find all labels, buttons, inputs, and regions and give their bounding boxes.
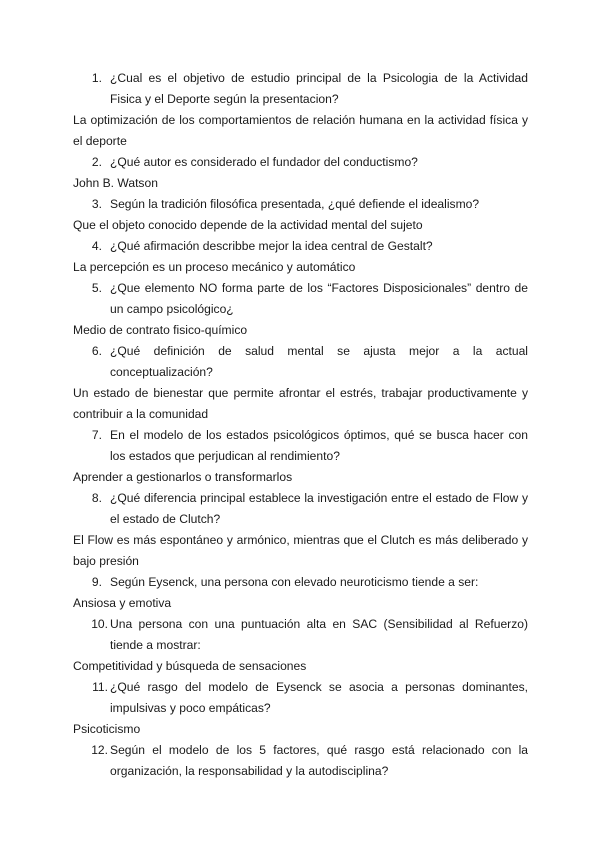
question-text: En el modelo de los estados psicológicos óptimos, qué se busca hacer con los estados que perjudican al rendimiento? <box>110 428 528 463</box>
question-2 <box>73 152 528 173</box>
answer-2: John B. Watson <box>73 176 158 190</box>
question-number: 8. <box>91 491 102 505</box>
answer-4: La percepción es un proceso mecánico y automático <box>73 260 356 274</box>
question-number: 2. <box>91 155 102 169</box>
question-text: Una persona con una puntuación alta en SAC (Sensibilidad al Refuerzo) tiende a mostrar: <box>110 617 528 652</box>
question-text: ¿Cual es el objetivo de estudio principal de la Psicologia de la Actividad Fisica y el Deporte según la presentacion? <box>110 71 528 106</box>
question-10 <box>73 614 528 656</box>
answer-11: Psicoticismo <box>73 722 141 736</box>
question-11 <box>73 677 528 719</box>
question-number: 1. <box>91 71 102 85</box>
answer-7: Aprender a gestionarlos o transformarlos <box>73 470 293 484</box>
answer-8: El Flow es más espontáneo y armónico, mientras que el Clutch es más deliberado y bajo presión <box>73 533 528 568</box>
question-number: 11. <box>92 680 108 694</box>
answer-10: Competitividad y búsqueda de sensaciones <box>73 659 307 673</box>
answer-1: La optimización de los comportamientos de relación humana en la actividad física y el deporte <box>73 113 528 148</box>
question-text: ¿Que elemento NO forma parte de los “Factores Disposicionales” dentro de un campo psicológico¿ <box>110 281 528 316</box>
question-8 <box>73 488 528 530</box>
question-text: Según la tradición filosófica presentada, ¿qué defiende el idealismo? <box>110 197 480 211</box>
question-number: 10. <box>91 617 108 631</box>
question-text: ¿Qué diferencia principal establece la investigación entre el estado de Flow y el estado de Clutch? <box>110 491 528 526</box>
answer-9: Ansiosa y emotiva <box>73 596 172 610</box>
question-6 <box>73 341 528 383</box>
question-4 <box>73 236 528 257</box>
question-5 <box>73 278 528 320</box>
question-number: 3. <box>91 197 102 211</box>
question-number: 12. <box>91 743 108 757</box>
question-text: ¿Qué rasgo del modelo de Eysenck se asocia a personas dominantes, impulsivas y poco empáticas? <box>110 680 528 715</box>
question-3 <box>73 194 528 215</box>
document-page <box>73 68 528 782</box>
question-number: 9. <box>91 575 102 589</box>
question-12 <box>73 740 528 782</box>
question-text: Según Eysenck, una persona con elevado neuroticismo tiende a ser: <box>110 575 479 589</box>
question-text: Según el modelo de los 5 factores, qué rasgo está relacionado con la organización, la responsabilidad y la autodisciplina? <box>110 743 528 778</box>
question-number: 5. <box>91 281 102 295</box>
question-text: ¿Qué definición de salud mental se ajusta mejor a la actual conceptualización? <box>110 344 528 379</box>
question-number: 6. <box>91 344 102 358</box>
question-7 <box>73 425 528 467</box>
answer-3: Que el objeto conocido depende de la actividad mental del sujeto <box>73 218 423 232</box>
question-number: 4. <box>91 239 102 253</box>
question-9 <box>73 572 528 593</box>
answer-5: Medio de contrato fisico-químico <box>73 323 248 337</box>
question-text: ¿Qué afirmación describbe mejor la idea central de Gestalt? <box>110 239 433 253</box>
question-text: ¿Qué autor es considerado el fundador del conductismo? <box>110 155 418 169</box>
answer-6: Un estado de bienestar que permite afrontar el estrés, trabajar productivamente y contribuir a la comunidad <box>73 386 528 421</box>
question-number: 7. <box>91 428 102 442</box>
question-1 <box>73 68 528 110</box>
